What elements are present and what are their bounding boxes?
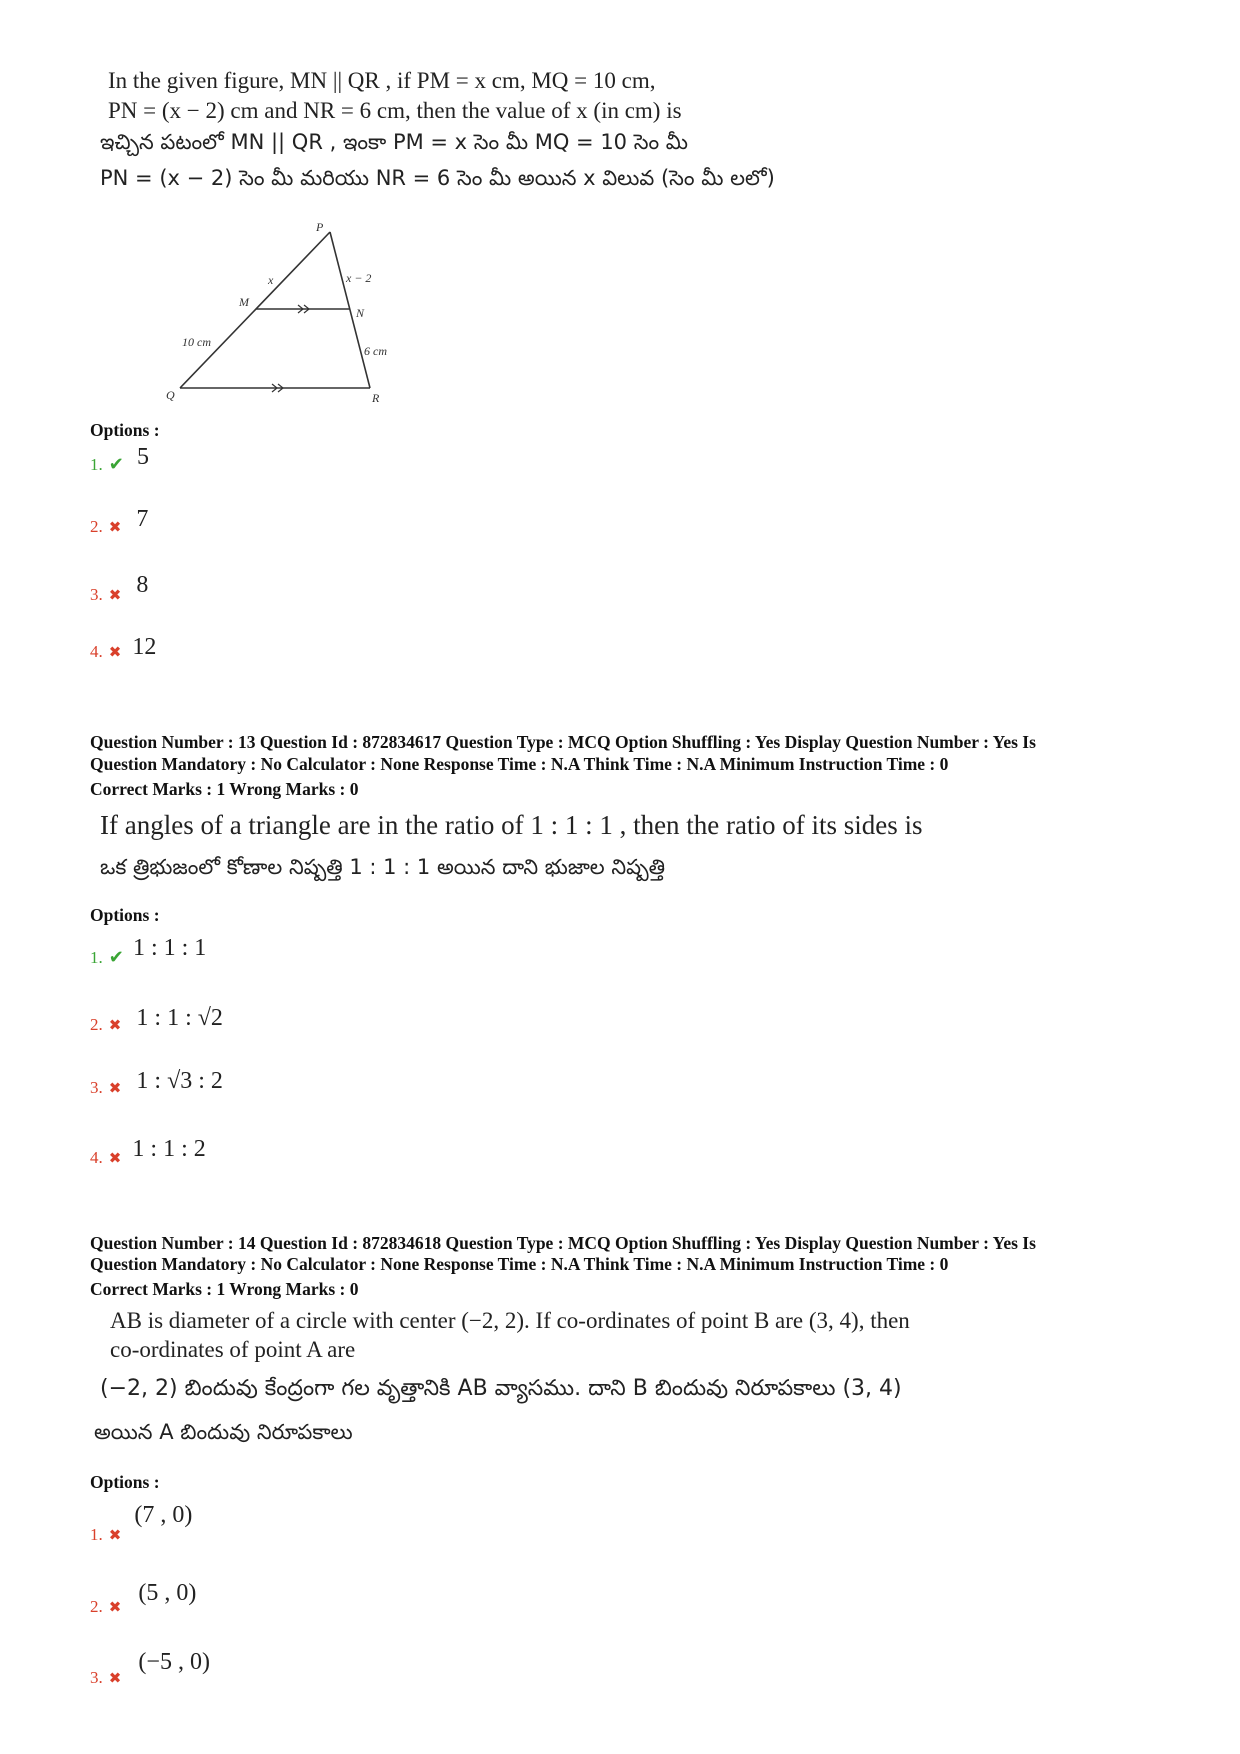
cross-icon: ✖: [108, 586, 122, 604]
option-value: 1 : √3 : 2: [136, 1068, 223, 1094]
label-N: N: [356, 306, 365, 320]
q14-meta-marks: Correct Marks : 1 Wrong Marks : 0: [90, 1279, 359, 1299]
q14-meta-line2: Question Mandatory : No Calculator : None Response Time : N.A Think Time : N.A Minimum Instruction Time : 0: [90, 1254, 949, 1274]
option-value: 7: [136, 506, 149, 532]
q12-text-te-line1: ఇచ్చిన పటంలో MN || QR , ఇంకా PM = x సెం మీ MQ = 10 సెం మీ: [100, 130, 689, 154]
label-NR-length: 6 cm: [364, 344, 387, 358]
cross-icon: ✖: [108, 1598, 122, 1616]
q14-text-en-line2: co-ordinates of point A are: [110, 1337, 356, 1362]
q13-meta-line2: Question Mandatory : No Calculator : None Response Time : N.A Think Time : N.A Minimum Instruction Time : 0: [90, 754, 949, 774]
q13-option-4[interactable]: [90, 1136, 206, 1170]
option-number: 1.: [90, 1525, 103, 1544]
label-Q: Q: [166, 388, 175, 402]
option-value: 5: [136, 444, 149, 470]
option-value: 8: [136, 572, 149, 598]
cross-icon: ✖: [108, 518, 122, 536]
q13-option-3[interactable]: [90, 1068, 223, 1100]
q14-text-te-line1: (−2, 2) బిందువు కేంద్రంగా గల వృత్తానికి AB వ్యాసము. దాని B బిందువు నిరూపకాలు (3, 4): [100, 1376, 902, 1401]
label-PM-length: x: [268, 273, 274, 287]
q12-option-4[interactable]: [90, 634, 157, 664]
label-P: P: [316, 222, 324, 234]
q14-option-3[interactable]: [90, 1649, 210, 1690]
q13-options-label: Options :: [90, 905, 160, 925]
q14-option-2[interactable]: [90, 1580, 197, 1619]
check-icon: ✔: [108, 454, 124, 475]
q12-text-en-line1: In the given figure, MN || QR , if PM = x cm, MQ = 10 cm,: [108, 68, 656, 93]
q14-option-1[interactable]: [90, 1502, 193, 1547]
q12-option-1[interactable]: [90, 444, 149, 477]
option-number: 1.: [90, 455, 103, 474]
option-value: (−5 , 0): [138, 1649, 210, 1675]
cross-icon: ✖: [108, 643, 122, 661]
cross-icon: ✖: [108, 1016, 122, 1034]
option-value: 1 : 1 : 2: [132, 1136, 206, 1162]
option-number: 2.: [90, 1015, 103, 1034]
option-number: 3.: [90, 585, 103, 604]
option-value: 1 : 1 : √2: [136, 1005, 223, 1031]
cross-icon: ✖: [108, 1149, 122, 1167]
q12-text-te-line2: PN = (x − 2) సెం మీ మరియు NR = 6 సెం మీ అయిన x విలువ (సెం మీ లలో): [100, 166, 775, 190]
q13-meta-marks: Correct Marks : 1 Wrong Marks : 0: [90, 779, 359, 799]
q14-options-label: Options :: [90, 1472, 160, 1492]
label-PN-length: x − 2: [346, 271, 372, 285]
q12-options-label: Options :: [90, 420, 160, 440]
q12-option-3[interactable]: [90, 572, 149, 607]
option-number: 4.: [90, 1148, 103, 1167]
q13-meta-line1: Question Number : 13 Question Id : 872834617 Question Type : MCQ Option Shuffling : Yes Display Question Number : Yes Is: [90, 732, 1036, 752]
option-number: 4.: [90, 642, 103, 661]
option-number: 3.: [90, 1078, 103, 1097]
q13-text-te: ఒక త్రిభుజంలో కోణాల నిష్పత్తి 1 : 1 : 1 అయిన దాని భుజాల నిష్పత్తి: [100, 855, 666, 879]
q13-text-en: If angles of a triangle are in the ratio of 1 : 1 : 1 , then the ratio of its sides is: [100, 810, 923, 840]
cross-icon: ✖: [108, 1079, 122, 1097]
label-MQ-length: 10 cm: [182, 335, 211, 349]
q13-option-2[interactable]: [90, 1005, 223, 1037]
option-number: 2.: [90, 1597, 103, 1616]
cross-icon: ✖: [108, 1526, 122, 1544]
q12-text-en-line2: PN = (x − 2) cm and NR = 6 cm, then the value of x (in cm) is: [108, 98, 682, 123]
cross-icon: ✖: [108, 1669, 122, 1687]
check-icon: ✔: [108, 947, 124, 968]
q13-option-1[interactable]: [90, 935, 207, 970]
q12-triangle-figure: [160, 222, 410, 407]
q14-meta-line1: Question Number : 14 Question Id : 872834618 Question Type : MCQ Option Shuffling : Yes Display Question Number : Yes Is: [90, 1233, 1036, 1253]
option-value: (5 , 0): [138, 1580, 197, 1606]
label-R: R: [372, 391, 380, 405]
option-value: 1 : 1 : 1: [132, 935, 207, 961]
option-number: 2.: [90, 517, 103, 536]
q12-option-2[interactable]: [90, 506, 149, 539]
q14-text-en-line1: AB is diameter of a circle with center (−2, 2). If co-ordinates of point B are (3, 4), then: [110, 1308, 910, 1333]
label-M: M: [239, 295, 249, 309]
option-value: (7 , 0): [134, 1502, 193, 1528]
option-value: 12: [132, 634, 157, 660]
option-number: 1.: [90, 948, 103, 967]
option-number: 3.: [90, 1668, 103, 1687]
q14-text-te-line2: అయిన A బిందువు నిరూపకాలు: [94, 1420, 353, 1444]
